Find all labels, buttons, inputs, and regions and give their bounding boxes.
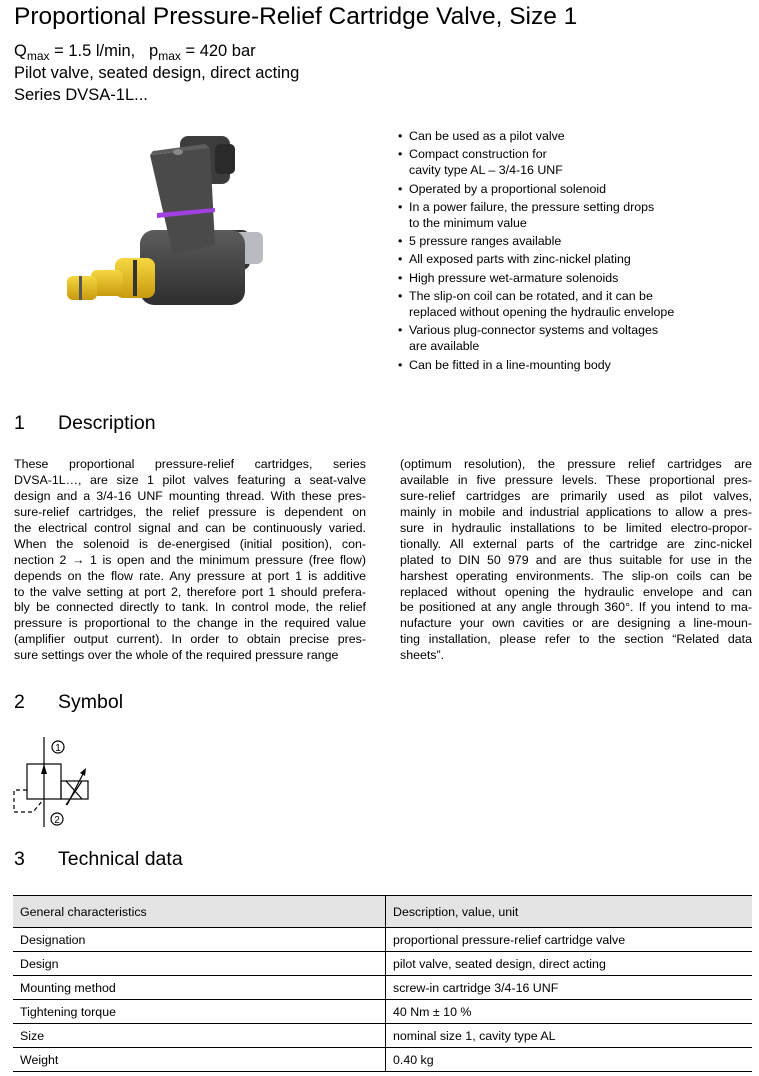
description-line: nection 2 → 1 is open and the minimum pressure (free flow) bbox=[14, 552, 366, 567]
feature-item bbox=[398, 357, 748, 373]
description-line: depends on the flow rate. Any pressure at port 1 is additive bbox=[14, 568, 366, 583]
description-line: pressure is proportional to the change in the required value bbox=[14, 616, 366, 631]
description-line: sure-relief cartridges are primarily used as pilot valves, bbox=[400, 488, 752, 503]
subtitle-series: Series DVSA-1L... bbox=[14, 86, 148, 104]
description-line: be positioned at any angle through 360°. If you intend to ma- bbox=[400, 600, 752, 615]
feature-text: replaced without opening the hydraulic envelope bbox=[409, 305, 675, 320]
feature-list bbox=[398, 128, 748, 375]
feature-item bbox=[398, 146, 748, 178]
feature-item bbox=[398, 270, 748, 286]
feature-text: are available bbox=[409, 339, 480, 354]
feature-text: • All exposed parts with zinc-nickel plating bbox=[409, 252, 631, 267]
description-line: (optimum resolution), the pressure relief cartridges are bbox=[400, 457, 752, 471]
p-value: = 420 bar bbox=[180, 42, 256, 60]
characteristic-cell: Tightening torque bbox=[13, 1000, 386, 1024]
column-header: Description, value, unit bbox=[386, 896, 753, 928]
table-row bbox=[13, 1048, 752, 1072]
feature-text: • The slip-on coil can be rotated, and it can be bbox=[409, 289, 653, 304]
p-subscript: max bbox=[158, 49, 181, 63]
q-value: = 1.5 l/min, bbox=[49, 42, 136, 60]
section-title: Description bbox=[58, 412, 156, 434]
feature-item bbox=[398, 322, 748, 354]
description-column-left bbox=[14, 457, 366, 664]
description-line: the electrical control signal and can be continuously varied. bbox=[14, 520, 366, 535]
technical-data-table bbox=[13, 895, 752, 1072]
section-title: Technical data bbox=[58, 848, 183, 870]
section-number: 3 bbox=[14, 848, 25, 870]
table-row bbox=[13, 928, 752, 952]
feature-text: to the minimum value bbox=[409, 215, 527, 230]
feature-text: cavity type AL – 3/4-16 UNF bbox=[409, 163, 563, 178]
description-line: (amplifier output current). In order to obtain precise pres- bbox=[14, 632, 366, 647]
description-line: bly be connected directly to tank. In control mode, the relief bbox=[14, 600, 366, 615]
description-line: nufacture your own cavities or are designing a line-moun- bbox=[400, 616, 752, 631]
description-line: available in five pressure levels. These proportional pres- bbox=[400, 472, 752, 487]
table-header-row bbox=[13, 896, 752, 928]
description-line: harshest operating environments. The slip-on coils can be bbox=[400, 568, 752, 583]
value-cell: proportional pressure-relief cartridge valve bbox=[386, 928, 753, 952]
feature-text: • Various plug-connector systems and voltages bbox=[409, 323, 659, 338]
page-title: Proportional Pressure-Relief Cartridge Valve, Size 1 bbox=[14, 3, 578, 30]
characteristic-cell: Size bbox=[13, 1024, 386, 1048]
feature-item bbox=[398, 233, 748, 249]
q-subscript: max bbox=[26, 49, 50, 63]
description-line: mainly in mobile and industrial applications to allow a pres- bbox=[400, 504, 752, 519]
description-line: sure-relief cartridges, the relief pressure is dependent on bbox=[14, 504, 366, 519]
feature-item bbox=[398, 181, 748, 197]
section-heading-symbol bbox=[14, 691, 123, 714]
section-heading-description bbox=[14, 412, 156, 435]
p-symbol: p bbox=[149, 42, 159, 60]
description-line: sheets”. bbox=[400, 648, 445, 663]
value-cell: 0.40 kg bbox=[386, 1048, 753, 1072]
feature-item bbox=[398, 251, 748, 267]
description-line: These proportional pressure-relief cartridges, series bbox=[14, 457, 366, 471]
description-line: design and a 3/4-16 UNF mounting thread. With these pres- bbox=[14, 488, 366, 503]
characteristic-cell: Weight bbox=[13, 1048, 386, 1072]
feature-item bbox=[398, 199, 748, 231]
section-title: Symbol bbox=[58, 691, 124, 713]
feature-text: • 5 pressure ranges available bbox=[409, 234, 562, 249]
product-image bbox=[55, 130, 265, 310]
section-number: 2 bbox=[14, 691, 25, 713]
feature-item bbox=[398, 288, 748, 320]
description-line: to the valve setting at port 2, therefore port 1 should prefera- bbox=[14, 584, 366, 599]
description-column-right bbox=[400, 457, 752, 664]
value-cell: nominal size 1, cavity type AL bbox=[386, 1024, 753, 1048]
table-row bbox=[13, 1024, 752, 1048]
description-line: tionally. All external parts of the cartridge are zinc-nickel bbox=[400, 536, 752, 551]
table-row bbox=[13, 1000, 752, 1024]
description-line: plated to DIN 50 979 and are thus suitable for use in the bbox=[400, 552, 752, 567]
q-symbol: Q bbox=[14, 42, 27, 60]
description-line: sure settings over the whole of the required pressure range bbox=[14, 648, 339, 663]
feature-text: • Can be fitted in a line-mounting body bbox=[409, 357, 611, 372]
feature-text: • Compact construction for bbox=[409, 147, 547, 162]
feature-text: • Can be used as a pilot valve bbox=[409, 129, 565, 143]
column-header: General characteristics bbox=[13, 896, 386, 928]
ratings-line bbox=[14, 42, 256, 63]
characteristic-cell: Mounting method bbox=[13, 976, 386, 1000]
value-cell: 40 Nm ± 10 % bbox=[386, 1000, 753, 1024]
feature-text: • In a power failure, the pressure setting drops bbox=[409, 199, 655, 214]
feature-text: • High pressure wet-armature solenoids bbox=[409, 270, 619, 285]
port-2-label: 2 bbox=[54, 815, 60, 826]
subtitle-design: Pilot valve, seated design, direct acting bbox=[14, 64, 300, 82]
section-number: 1 bbox=[14, 412, 25, 434]
hydraulic-symbol bbox=[0, 725, 120, 835]
description-line: ting installation, please refer to the section “Related data bbox=[400, 632, 752, 647]
table-row bbox=[13, 952, 752, 976]
feature-item bbox=[398, 128, 748, 144]
description-line: sure in hydraulic installations to be limited electro-propor- bbox=[400, 520, 752, 535]
description-line: replaced without opening the hydraulic envelope and can bbox=[400, 584, 752, 599]
characteristic-cell: Design bbox=[13, 952, 386, 976]
table-row bbox=[13, 976, 752, 1000]
description-line: When the solenoid is de-energised (initial position), con- bbox=[14, 536, 366, 551]
characteristic-cell: Designation bbox=[13, 928, 386, 952]
section-heading-technical-data bbox=[14, 848, 183, 871]
value-cell: screw-in cartridge 3/4-16 UNF bbox=[386, 976, 753, 1000]
port-1-label: 1 bbox=[55, 743, 61, 754]
description-line: DVSA-1L…, are size 1 pilot valves featuring a seat-valve bbox=[14, 472, 366, 487]
feature-text: • Operated by a proportional solenoid bbox=[409, 181, 607, 196]
value-cell: pilot valve, seated design, direct acting bbox=[386, 952, 753, 976]
